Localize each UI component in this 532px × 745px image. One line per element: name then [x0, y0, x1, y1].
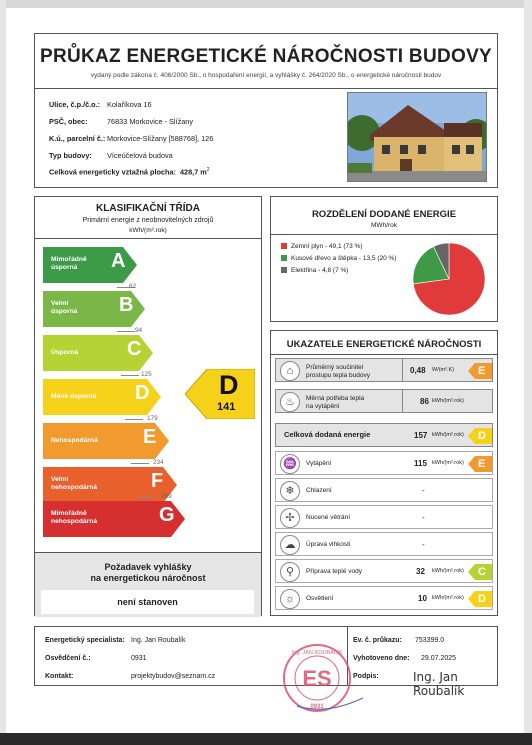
energy-split-title: ROZDĚLENÍ DODANÉ ENERGIE	[311, 209, 457, 220]
building-photo	[347, 92, 487, 182]
contact-row: Kontakt:	[45, 673, 74, 680]
class-badge-d: D	[468, 428, 492, 444]
current-class-value: 141	[217, 401, 236, 413]
page-title: PRŮKAZ ENERGETICKÉ NÁROČNOSTI BUDOVY	[39, 46, 493, 67]
class-badge-e: E	[468, 456, 492, 472]
legend-electricity: Elektřina - 4,8 (7 %)	[281, 267, 348, 274]
indicator-ventilation: ✢ Nucené větrání -	[275, 505, 493, 529]
indicator-hot-water: ⚲ Příprava teplé vody 32 kWh/(m².rok) C	[275, 559, 493, 583]
header-panel: PRŮKAZ ENERGETICKÉ NÁROČNOSTI BUDOVY vydaný podle zákona č. 406/2000 Sb., o hospodaření energií, a vyhlášky č. 264/2020 Sb., o energetické náročnosti budov Ulice, č.p./č.o.: Kolaříkova 16 PSČ, obec: 76833 Morkovice - Slížany K.ú., parcelní č.: Morkovice-Slížany [588768], 126 Typ budovy: Víceúčelová budova Celková energeticky vztažná plocha: 428,7 $m^2$	[34, 33, 498, 188]
specialist-row: Energetický specialista:	[45, 637, 125, 644]
threshold-cd: 125	[141, 371, 152, 378]
class-bar-d: Méně úsporná D	[43, 379, 161, 415]
scan-edge-left	[0, 0, 6, 745]
classification-subtitle: Primární energie z neobnovitelných zdrojů	[82, 217, 214, 224]
class-bar-e: Nehospodárná E	[43, 423, 169, 459]
class-bar-g: Mimořádně nehospodárná G	[43, 501, 185, 537]
class-badge-d: D	[468, 591, 492, 607]
indicator-u-value: ⌂ Průměrný součinitel prostupu tepla budovy 0,48 W/(m².K) E	[275, 358, 493, 382]
certificate-number: 0931	[131, 655, 147, 662]
house-heat-icon: ♨	[280, 392, 300, 412]
tap-icon: ⚲	[280, 562, 300, 582]
class-bar-c: Úsporná C	[43, 335, 153, 371]
classification-header	[35, 197, 261, 239]
requirement-title: Požadavek vyhlášky na energetickou náročnost	[90, 562, 206, 583]
threshold-bc: 94	[135, 327, 143, 334]
threshold-fg: 289	[161, 493, 172, 500]
issued-date: 29.07.2025	[421, 655, 457, 662]
energy-split-header	[271, 197, 497, 235]
indicator-heat-demand: ♨ Měrná potřeba tepla na vytápění 86 kWh/(m².rok)	[275, 389, 493, 413]
specialist-stamp	[277, 640, 367, 715]
classification-unit: kWh/(m².rok)	[129, 227, 167, 234]
current-class-marker	[185, 369, 255, 419]
requirement-section	[35, 552, 261, 617]
indicator-heating: ♒ Vytápění 115 kWh/(m².rok) E	[275, 451, 493, 475]
energy-pie-chart	[411, 241, 487, 317]
class-badge-c: C	[468, 564, 492, 580]
fan-icon: ✢	[280, 508, 300, 528]
house-icon: ⌂	[280, 361, 300, 381]
header-divider	[35, 88, 497, 89]
indicator-cooling: ❄ Chlazení -	[275, 478, 493, 502]
heating-icon: ♒	[280, 454, 300, 474]
class-badge-e: E	[468, 363, 492, 379]
classification-title: KLASIFIKAČNÍ TŘÍDA	[96, 203, 200, 214]
page-subtitle: vydaný podle zákona č. 406/2000 Sb., o hospodaření energií, a vyhlášky č. 264/2020 Sb., o energetické náročnosti budov	[90, 72, 442, 79]
class-bar-b: Velmi úsporná B	[43, 291, 145, 327]
signature-row: Podpis:	[353, 673, 379, 680]
class-letter-b: B	[119, 294, 134, 316]
class-bar-a: Mimořádně úsporná A	[43, 247, 137, 283]
footer-panel	[34, 626, 498, 698]
svg-text:0931: 0931	[310, 704, 324, 710]
contact-email: projektybudov@seznam.cz	[131, 673, 216, 680]
bulb-icon: ☼	[280, 589, 300, 609]
indicator-humidity: ☁ Úprava vlhkosti -	[275, 532, 493, 556]
registration-row: Ev. č. průkazu:	[353, 637, 402, 644]
certificate-row: Osvědčení č.:	[45, 655, 91, 662]
legend-wood: Kusové dřevo a štěpka - 13,5 (20 %)	[281, 255, 397, 262]
scan-edge-right	[524, 0, 532, 745]
signature: Ing. Jan Roubalík	[413, 670, 465, 698]
scan-edge-bottom	[0, 733, 532, 745]
indicators-title: UKAZATELE ENERGETICKÉ NÁROČNOSTI	[286, 339, 482, 350]
requirement-value: není stanoven	[41, 590, 254, 614]
indicators-panel	[270, 330, 498, 616]
registration-number: 753399.0	[415, 637, 445, 644]
threshold-de: 179	[147, 415, 158, 422]
class-letter-c: C	[127, 338, 142, 360]
legend-gas: Zemní plyn - 49,1 (73 %)	[281, 243, 363, 250]
classification-panel	[34, 196, 262, 616]
cooling-icon: ❄	[280, 481, 300, 501]
svg-text:Ing. JAN ROUBALÍK: Ing. JAN ROUBALÍK	[291, 650, 343, 656]
energy-split-unit: MWh/rok	[371, 222, 397, 229]
floor-area: Celková energeticky vztažná plocha: 428,7 $m^2$	[49, 167, 210, 177]
threshold-ef: 234	[153, 459, 164, 466]
class-letter-d: D	[135, 382, 150, 404]
class-bar-f: Velmi nehospodárná F	[43, 467, 177, 503]
issued-row: Vyhotoveno dne:	[353, 655, 410, 662]
class-letter-g: G	[159, 504, 175, 526]
threshold-ab: 62	[129, 283, 137, 290]
class-letter-e: E	[143, 426, 157, 448]
class-letter-f: F	[151, 470, 164, 492]
class-letter-a: A	[111, 250, 126, 272]
humidity-icon: ☁	[280, 535, 300, 555]
indicators-header	[271, 331, 497, 355]
indicator-lighting: ☼ Osvětlení 10 kWh/(m².rok) D	[275, 586, 493, 610]
scan-edge-top	[0, 0, 532, 8]
current-class-letter: D	[219, 370, 239, 400]
energy-split-panel	[270, 196, 498, 322]
indicator-total-energy: Celková dodaná energie 157 kWh/(m².rok) D	[275, 423, 493, 447]
svg-text:ES: ES	[302, 666, 332, 691]
specialist-name: Ing. Jan Roubalík	[131, 637, 186, 644]
